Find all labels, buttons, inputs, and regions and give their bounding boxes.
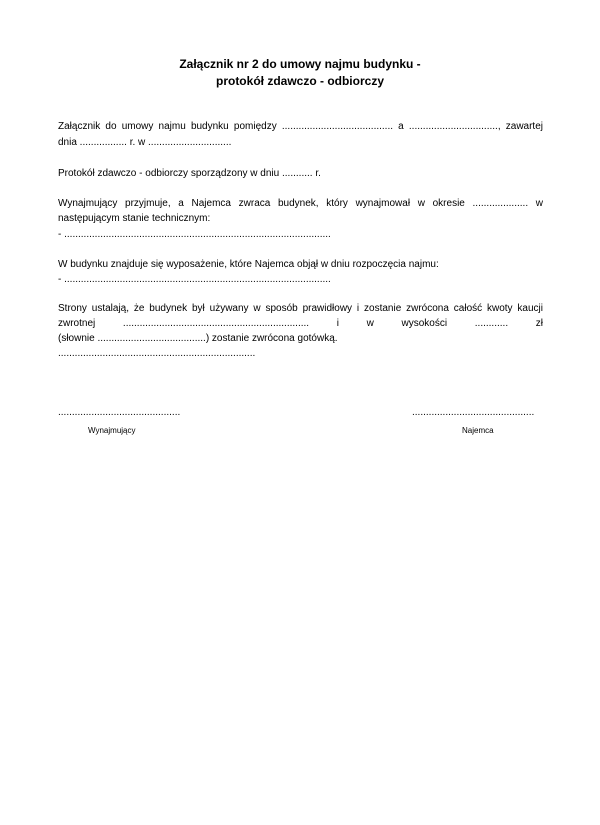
- landlord-signature-line: ............................................: [58, 407, 181, 418]
- equipment-paragraph-line-1: W budynku znajduje się wyposażenie, które Najemca objął w dniu rozpoczęcia najmu:: [58, 259, 439, 270]
- equipment-blank-line: - ................................................................................................: [58, 274, 331, 285]
- deposit-paragraph-line-3: (słownie .......................................) zostanie zwrócona gotówką.: [58, 333, 338, 344]
- condition-paragraph-line-2: następującym stanie technicznym:: [58, 213, 211, 224]
- tenant-signature-label: Najemca: [462, 426, 494, 435]
- protocol-date-line: Protokół zdawczo - odbiorczy sporządzony w dniu ........... r.: [58, 168, 321, 179]
- deposit-blank-line: .......................................................................: [58, 348, 256, 359]
- document-title-line-2: protokół zdawczo - odbiorczy: [215, 74, 384, 88]
- intro-paragraph-line-2: dnia ................. r. w ..............................: [58, 137, 232, 148]
- tenant-signature-line: ............................................: [412, 407, 535, 418]
- deposit-paragraph-line-1: Strony ustalają, że budynek był używany w sposób prawidłowy i zostanie zwrócona całość kwoty kaucji: [58, 303, 543, 314]
- deposit-paragraph-line-2: zwrotnej ................................................................... i w wysokości ............ zł: [58, 318, 543, 329]
- condition-blank-line: - ................................................................................................: [58, 229, 331, 240]
- landlord-signature-label: Wynajmujący: [88, 426, 136, 435]
- document-title-line-1: Załącznik nr 2 do umowy najmu budynku -: [179, 57, 421, 71]
- condition-paragraph-line-1: Wynajmujący przyjmuje, a Najemca zwraca budynek, który wynajmował w okresie .................... w: [58, 198, 543, 209]
- intro-paragraph-line-1: Załącznik do umowy najmu budynku pomiędzy ........................................ a ................................, zawartej: [58, 121, 543, 132]
